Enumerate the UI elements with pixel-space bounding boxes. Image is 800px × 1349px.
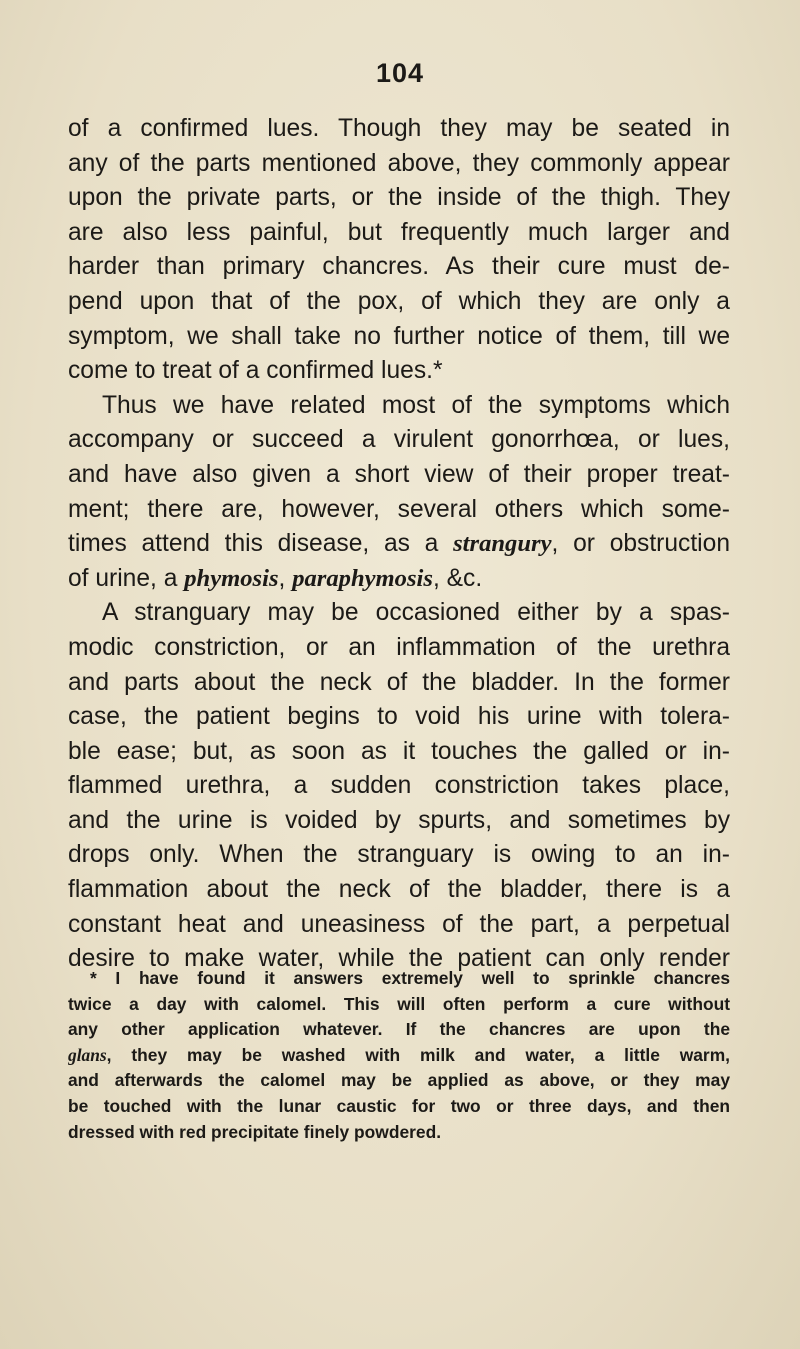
text-fragment: , or obstruction bbox=[551, 530, 730, 558]
text-line: modic constriction, or an inflammation of the urethra bbox=[68, 633, 730, 661]
footnote-line-with-italic bbox=[68, 1043, 730, 1069]
text-line: of a confirmed lues. Though they may be seated in bbox=[68, 115, 730, 142]
text-line: any of the parts mentioned above, they commonly appear bbox=[68, 149, 730, 177]
text-line: and the urine is voided by spurts, and sometimes by bbox=[68, 806, 730, 834]
text-line: flammation about the neck of the bladder, there is a bbox=[68, 876, 730, 904]
footnote-line: any other application whatever. If the chancres are upon the bbox=[68, 1019, 730, 1040]
text-line-with-italic bbox=[68, 527, 730, 562]
footnote-line: be touched with the lunar caustic for two or three days, and then bbox=[68, 1095, 730, 1116]
text-line: and have also given a short view of their proper treat- bbox=[68, 460, 730, 488]
text-line: are also less painful, but frequently much larger and bbox=[68, 218, 730, 246]
text-line: harder than primary chancres. As their cure must de- bbox=[68, 253, 730, 281]
footnote-line: and afterwards the calomel may be applied as above, or they may bbox=[68, 1070, 730, 1091]
text-line: Thus we have related most of the symptoms which bbox=[102, 391, 730, 419]
text-line: upon the private parts, or the inside of the thigh. They bbox=[68, 184, 730, 212]
text-line: drops only. When the stranguary is owing to an in- bbox=[68, 841, 730, 869]
italic-term-phymosis: phymosis bbox=[184, 564, 279, 592]
text-line: and parts about the neck of the bladder. In the former bbox=[68, 668, 730, 696]
text-line-with-italic bbox=[68, 562, 730, 597]
text-line: accompany or succeed a virulent gonorrhœa, or lues, bbox=[68, 426, 730, 454]
text-fragment: , &c. bbox=[432, 564, 483, 592]
footnote bbox=[68, 966, 730, 1145]
text-line: case, the patient begins to void his urine with tolera- bbox=[68, 703, 730, 731]
italic-term-paraphymosis: paraphymosis bbox=[292, 564, 433, 592]
text-line: come to treat of a confirmed lues.* bbox=[68, 357, 443, 385]
text-line: flammed urethra, a sudden constriction takes place, bbox=[68, 772, 730, 800]
footnote-line: * I have found it answers extremely well to sprinkle chancres bbox=[90, 968, 730, 988]
text-line: symptom, we shall take no further notice of them, till we bbox=[68, 322, 730, 350]
text-line: ble ease; but, as soon as it touches the galled or in- bbox=[68, 737, 730, 765]
text-fragment: of urine, a bbox=[68, 564, 185, 592]
text-line: constant heat and uneasiness of the part, a perpetual bbox=[68, 910, 730, 938]
text-line: A stranguary may be occasioned either by a spas- bbox=[102, 599, 730, 627]
italic-term-glans: glans bbox=[68, 1044, 107, 1065]
page-number: 104 bbox=[375, 58, 425, 88]
text-line: desire to make water, while the patient can only render bbox=[68, 945, 730, 973]
italic-term-strangury: strangury bbox=[453, 530, 552, 558]
text-fragment: , bbox=[278, 564, 293, 592]
text-line: ment; there are, however, several others which some- bbox=[68, 495, 730, 523]
text-fragment: times attend this disease, as a bbox=[68, 530, 454, 558]
text-line: pend upon that of the pox, of which they are only a bbox=[68, 287, 730, 315]
footnote-line: twice a day with calomel. This will often perform a cure without bbox=[68, 993, 730, 1014]
text-fragment: , they may be washed with milk and water, a little warm, bbox=[106, 1044, 730, 1065]
main-text-block bbox=[68, 112, 730, 977]
footnote-line: dressed with red precipitate finely powdered. bbox=[68, 1121, 442, 1142]
